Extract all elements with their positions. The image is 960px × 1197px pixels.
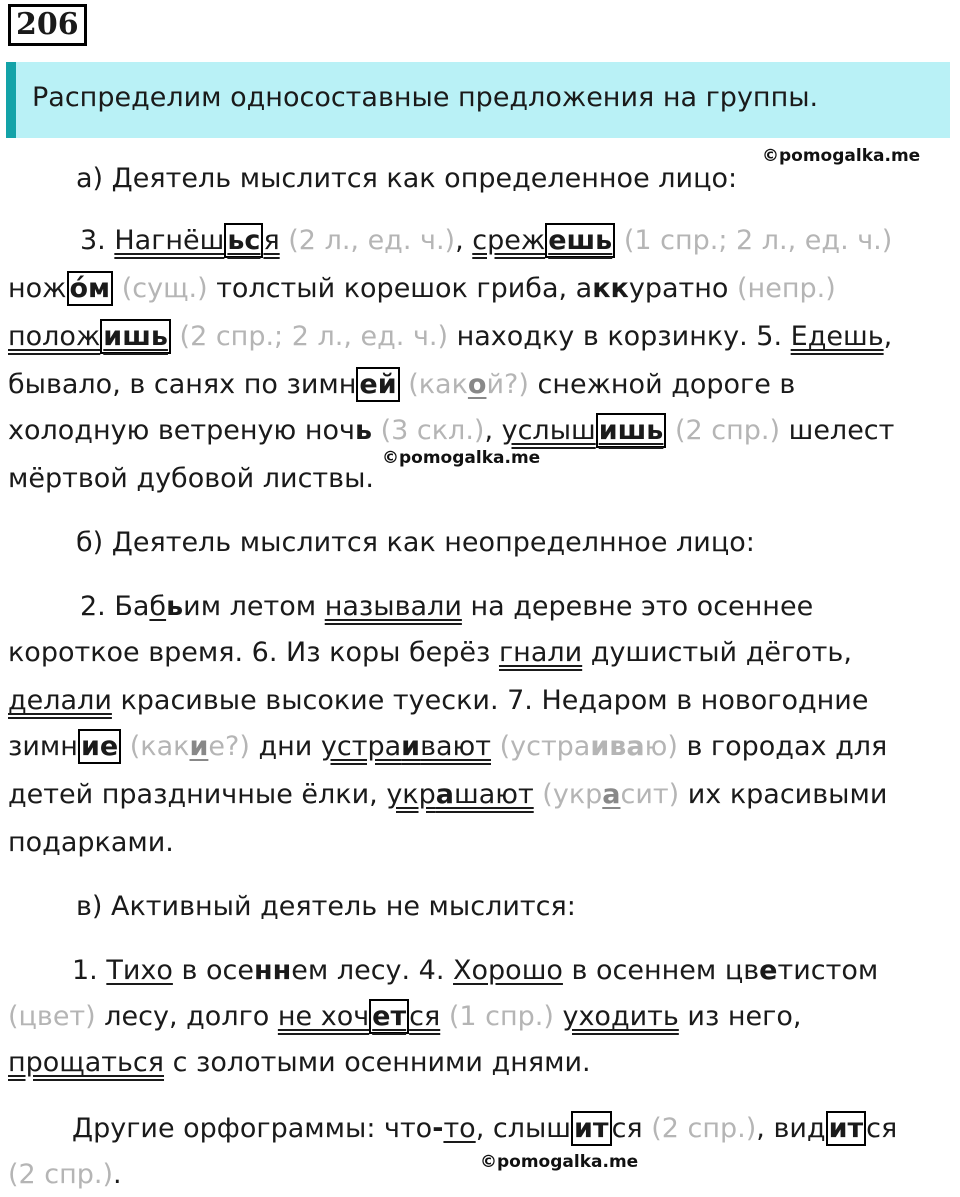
paragraph-line: Другие орфограммы: что-то, слыш ит ся (2 спр.), вид ит ся <box>72 1113 898 1144</box>
heading-text: Распределим односоставные предложения на группы. <box>32 82 819 113</box>
paragraph-line: полож ишь (2 спр.; 2 л., ед. ч.) находку в корзинку. 5. Едешь, <box>8 321 893 352</box>
paragraph-line: нож о́м (сущ.) толстый корешок гриба, аккуратно (непр.) <box>8 273 836 304</box>
paragraph-line: зимн ие (какие?) дни устраивают (устраиваю) в городах для <box>8 731 888 762</box>
section-b-title: б) Деятель мыслится как неопределнное лицо: <box>76 527 755 558</box>
paragraph-line: 2. Бабьим летом называли на деревне это осеннее <box>80 591 814 622</box>
watermark: ©pomogalka.me <box>382 448 541 468</box>
paragraph-line: бывало, в санях по зимн ей (какой?) снежной дороге в <box>8 369 796 400</box>
paragraph-line: прощаться с золотыми осенними днями. <box>8 1047 591 1078</box>
section-c-title: в) Активный деятель не мыслится: <box>76 891 576 922</box>
paragraph-line: (2 спр.). <box>8 1159 122 1190</box>
task-number: 206 <box>8 4 87 46</box>
paragraph-line: подарками. <box>8 827 174 858</box>
watermark: ©pomogalka.me <box>762 146 921 166</box>
paragraph-line: короткое время. 6. Из коры берёз гнали душистый дёготь, <box>8 637 852 668</box>
paragraph-line: 3. Нагнёш ьс я (2 л., ед. ч.), среж ешь (1 спр.; 2 л., ед. ч.) <box>80 225 893 256</box>
paragraph-line: делали красивые высокие туески. 7. Недаром в новогодние <box>8 685 869 716</box>
paragraph-line: детей праздничные ёлки, украшают (украсит) их красивыми <box>8 779 888 810</box>
heading-banner <box>6 62 950 138</box>
watermark: ©pomogalka.me <box>480 1152 639 1172</box>
paragraph-line: 1. Тихо в осеннем лесу. 4. Хорошо в осеннем цветистом <box>72 955 879 986</box>
paragraph-line: мёртвой дубовой листвы. <box>8 463 374 494</box>
paragraph-line: (цвет) лесу, долго не хоч ет ся (1 спр.) уходить из него, <box>8 1001 802 1032</box>
section-a-title: а) Деятель мыслится как определенное лицо: <box>76 163 738 194</box>
paragraph-line: холодную ветреную ночь (3 скл.), услыш ишь (2 спр.) шелест <box>8 415 895 446</box>
